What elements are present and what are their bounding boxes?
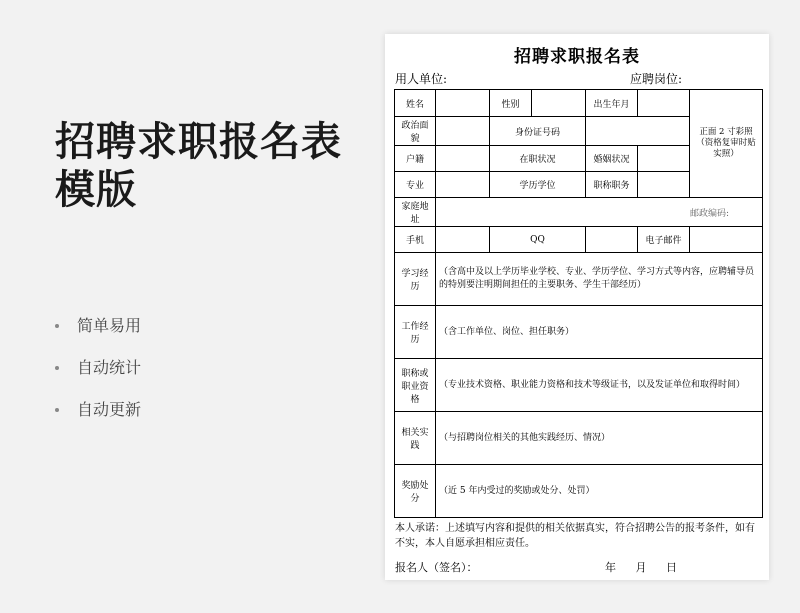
- promise-statement: 本人承诺：上述填写内容和提供的相关依据真实，符合招聘公告的报考条件，如有不实，本人自愿承担相应责任。: [395, 523, 755, 549]
- qq-field[interactable]: [586, 227, 638, 253]
- signature-row: [395, 559, 757, 575]
- section-desc: （专业技术资格、职业能力资格和技术等级证书，以及发证单位和取得时间）: [436, 359, 763, 412]
- section-label: 奖励处分: [395, 465, 436, 518]
- feature-list: [55, 314, 141, 440]
- gender-label: 性别: [490, 90, 532, 117]
- job-title-field[interactable]: [638, 172, 690, 198]
- address-label: 家庭地址: [395, 198, 436, 227]
- hukou-field[interactable]: [436, 146, 490, 172]
- major-field[interactable]: [436, 172, 490, 198]
- name-label: 姓名: [395, 90, 436, 117]
- form-preview: [385, 34, 769, 580]
- job-title-label: 职称职务: [586, 172, 638, 198]
- section-desc: （与招聘岗位相关的其他实践经历、情况）: [436, 412, 763, 465]
- political-label: 政治面貌: [395, 117, 436, 146]
- postal-code-label: 邮政编码:: [689, 208, 729, 219]
- date-field: [605, 559, 693, 575]
- section-label: 学习经历: [395, 253, 436, 306]
- name-field[interactable]: [436, 90, 490, 117]
- section-label: 工作经历: [395, 306, 436, 359]
- mobile-field[interactable]: [436, 227, 490, 253]
- mobile-label: 手机: [395, 227, 436, 253]
- feature-item: 自动更新: [55, 398, 141, 440]
- email-label: 电子邮件: [638, 227, 690, 253]
- form-title: 招聘求职报名表: [514, 47, 640, 67]
- major-label: 专业: [395, 172, 436, 198]
- employer-label: 用人单位:: [395, 72, 448, 86]
- section-desc: （含高中及以上学历毕业学校、专业、学历学位、学习方式等内容，应聘辅导员的特别要注明期间担任的主要职务、学生干部经历）: [436, 253, 763, 306]
- marital-field[interactable]: [638, 146, 690, 172]
- photo-box: 正面 2 寸彩照（资格复审时贴实照）: [690, 90, 763, 198]
- hukou-label: 户籍: [395, 146, 436, 172]
- birth-label: 出生年月: [586, 90, 638, 117]
- section-desc: （近 5 年内受过的奖励或处分、处罚）: [436, 465, 763, 518]
- signature-label: 报名人（签名）：: [395, 561, 478, 574]
- feature-item: 自动统计: [55, 356, 141, 398]
- feature-item: 简单易用: [55, 314, 141, 356]
- employment-label: 在职状况: [490, 146, 586, 172]
- date-year: 年: [605, 561, 616, 574]
- id-number-field[interactable]: [586, 117, 690, 146]
- email-field[interactable]: [690, 227, 763, 253]
- qq-label: QQ: [490, 227, 586, 253]
- degree-label: 学历学位: [490, 172, 586, 198]
- position-label: 应聘岗位:: [630, 72, 683, 86]
- page-title: 招聘求职报名表模版: [55, 119, 342, 213]
- application-form-table: [394, 89, 763, 518]
- birth-field[interactable]: [638, 90, 690, 117]
- political-field[interactable]: [436, 117, 490, 146]
- section-label: 职称或职业资格: [395, 359, 436, 412]
- section-desc: （含工作单位、岗位、担任职务）: [436, 306, 763, 359]
- gender-field[interactable]: [532, 90, 586, 117]
- marital-label: 婚姻状况: [586, 146, 638, 172]
- address-field[interactable]: [436, 198, 763, 227]
- section-label: 相关实践: [395, 412, 436, 465]
- date-day: 日: [666, 561, 677, 574]
- id-number-label: 身份证号码: [490, 117, 586, 146]
- date-month: 月: [635, 561, 647, 574]
